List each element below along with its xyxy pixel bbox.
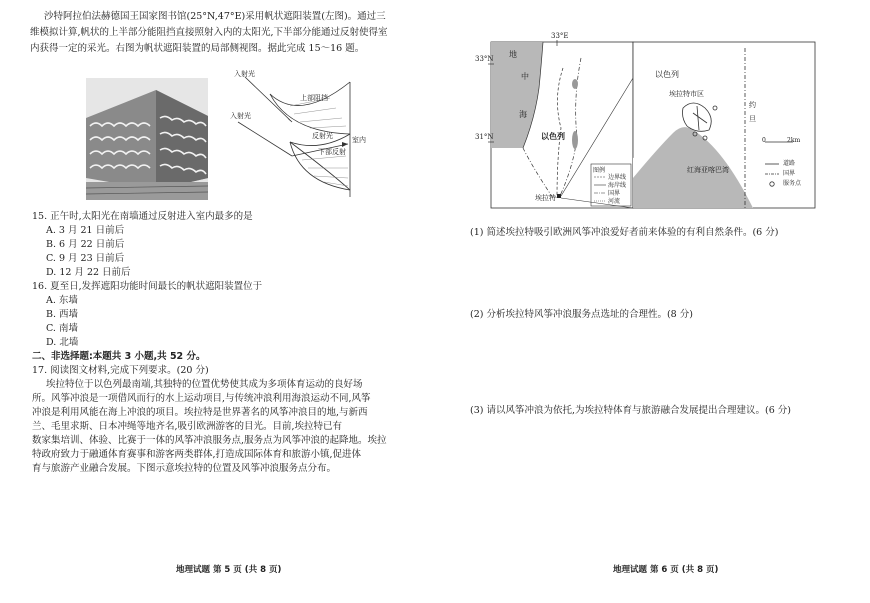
- q17-body-5: 数家集培训、体验、比赛于一体的风筝冲浪服务点,服务点为风筝冲浪的起降地。埃拉: [32, 435, 387, 446]
- label-lower-reflect: 下部反射: [318, 148, 346, 156]
- map-lat-31: 31°N: [475, 133, 494, 141]
- q17-body-7: 育与旅游产业融合发展。下图示意埃拉特的位置及风筝冲浪服务点分布。: [32, 463, 337, 474]
- map-country-label: 以色列: [541, 132, 565, 141]
- q17-sub1: (1) 简述埃拉特吸引欧洲风筝冲浪爱好者前来体验的有利自然条件。(6 分): [470, 227, 779, 238]
- q16-option-b: B. 西墙: [46, 309, 79, 320]
- inset-city-label: 埃拉特市区: [669, 90, 704, 98]
- inset-legend-service: 服务点: [783, 180, 802, 187]
- q15-option-c: C. 9 月 23 日前后: [46, 253, 125, 264]
- q16-stem: 16. 夏至日,发挥遮阳功能时间最长的帆状遮阳装置位于: [32, 281, 263, 292]
- eilat-location-map: [475, 32, 817, 210]
- inset-legend-road: 道路: [783, 160, 796, 167]
- q16-option-d: D. 北墙: [46, 337, 79, 348]
- inset-gulf-label: 红海亚喀巴湾: [687, 166, 729, 174]
- q15-option-d: D. 12 月 22 日前后: [46, 267, 131, 278]
- map-legend-2: 海岸线: [608, 182, 627, 189]
- q15-stem: 15. 正午时,太阳光在南墙通过反射进入室内最多的是: [32, 211, 253, 222]
- map-legend-3: 国界: [608, 190, 621, 197]
- label-incident-2: 入射光: [230, 112, 251, 120]
- inset-legend-border: 国界: [783, 170, 796, 177]
- section-heading: 二、非选择题:本题共 3 小题,共 52 分。: [32, 351, 206, 362]
- inset-scale-label: 2km: [787, 137, 801, 144]
- q17-body-6: 特政府致力于融通体育赛事和游客两类群体,打造成国际体育和旅游小镇,促进体: [32, 449, 362, 460]
- map-lon-label: 33°E: [551, 32, 569, 40]
- map-lat-33: 33°N: [475, 55, 494, 63]
- map-legend-4: 河流: [608, 198, 621, 205]
- page-footer-left: 地理试题 第 5 页 (共 8 页): [176, 565, 282, 575]
- sail-side-view-diagram: [230, 72, 370, 202]
- q17-body-1: 埃拉特位于以色列最南端,其独特的位置优势使其成为多项体育运动的良好场: [46, 379, 363, 390]
- inset-scale-zero: 0: [762, 137, 766, 144]
- q15-option-b: B. 6 月 22 日前后: [46, 239, 125, 250]
- q16-option-a: A. 东墙: [46, 295, 78, 306]
- map-sea-label-1: 地: [509, 50, 517, 59]
- map-sea-label-2: 中: [521, 72, 529, 81]
- intro-line-3: 内获得一定的采光。右图为帆状遮阳装置的局部侧视图。据此完成 15～16 题。: [30, 43, 365, 54]
- label-incident-1: 入射光: [234, 70, 255, 78]
- q17-body-2: 所。风筝冲浪是一项借风而行的水上运动项目,与传统冲浪利用海浪运动不同,风筝: [32, 393, 371, 404]
- q17-stem: 17. 阅读图文材料,完成下列要求。(20 分): [32, 365, 209, 376]
- label-indoor: 室内: [352, 136, 366, 144]
- page-footer-right: 地理试题 第 6 页 (共 8 页): [613, 565, 719, 575]
- q15-option-a: A. 3 月 21 日前后: [46, 225, 125, 236]
- map-legend-1: 边界线: [608, 174, 627, 181]
- intro-line-1: 沙特阿拉伯法赫德国王国家图书馆(25°N,47°E)采用帆状遮阳装置(左图)。通过三: [44, 11, 386, 22]
- q16-option-c: C. 南墙: [46, 323, 78, 334]
- inset-jordan-label: 约旦: [749, 101, 756, 123]
- map-legend-title: 图例: [593, 167, 606, 174]
- inset-country-label: 以色列: [655, 70, 679, 79]
- label-reflected: 反射光: [312, 132, 333, 140]
- building-photo: [86, 78, 208, 200]
- map-sea-label-3: 海: [519, 110, 527, 119]
- map-city-label: 埃拉特: [535, 194, 556, 202]
- intro-line-2: 维模拟计算,帆状的上半部分能阻挡直接照射入内的太阳光,下半部分能通过反射使得室: [30, 27, 388, 38]
- q17-body-4: 兰、毛里求斯、日本冲绳等地齐名,吸引欧洲游客的目光。目前,埃拉特已有: [32, 421, 343, 432]
- q17-sub2: (2) 分析埃拉特风筝冲浪服务点选址的合理性。(8 分): [470, 309, 693, 320]
- label-upper-block: 上部阻挡: [300, 94, 328, 102]
- q17-body-3: 冲浪是利用风能在海上冲浪的项目。埃拉特是世界著名的风筝冲浪目的地,与新西: [32, 407, 368, 418]
- q17-sub3: (3) 请以风筝冲浪为依托,为埃拉特体育与旅游融合发展提出合理建议。(6 分): [470, 405, 791, 416]
